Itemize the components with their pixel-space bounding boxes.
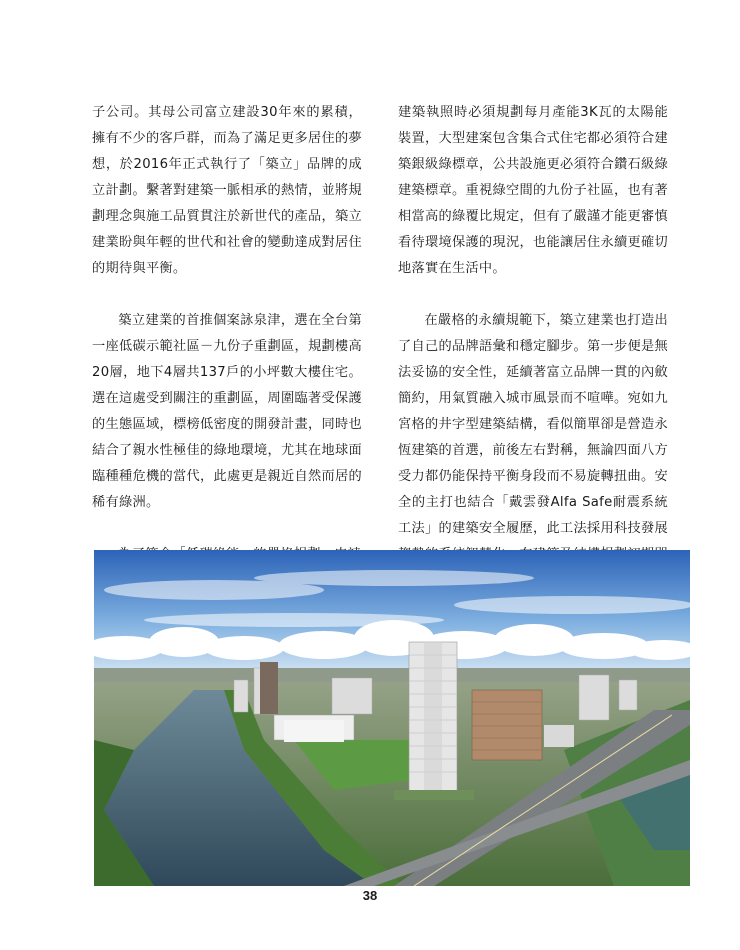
right-text-column [398, 100, 668, 594]
paragraph: 在嚴格的永續規範下，築立建業也打造出了自己的品牌語彙和穩定腳步。第一步便是無法妥協的安全性，延續著富立品牌一貫的內斂簡約，用氣質融入城市風景而不喧嘩。宛如九宮格的井字型建築結構，看似簡單卻是營造永恆建築的首選，前後左右對稱，無論四面八方受力都仍能保持平衡身段而不易旋轉扭曲。安全的主打也結合「戴雲發Alfa Safe耐震系統工法」的建築安全履歷，此工法採用科技發展 [398, 313, 668, 536]
aerial-city-photo [94, 550, 690, 886]
paragraph: 子公司。其母公司富立建設30年來的累積，擁有不少的客戶群，而為了滿足更多居住的夢想，於2016年正式執行了「築立」品牌的成立計劃。繫著對建築一脈相承的熱情，並將規劃理念與施工品質貫注於新世代的產品，築立建業盼與年輕的世代和社會的變動達成對居住的期待與平衡。 [92, 105, 362, 276]
paragraph: 建築執照時必須規劃每月產能3K瓦的太陽能裝置，大型建案包含集合式住宅都必須符合建築銀級綠標章，公共設施更必須符合鑽石級綠建築標章。重視綠空間的九份子社區，也有著相當高的綠覆比規定，但有了嚴謹才能更審慎看待環境保護的現況，也能讓居住永續更確切地落實在生活中。 [398, 105, 668, 276]
page-number: 38 [362, 888, 378, 903]
paragraph: 築立建業的首推個案詠泉津，選在全台第一座低碳示範社區－九份子重劃區，規劃樓高20層，地下4層共137戶的小坪數大樓住宅。選在這處受到關注的重劃區，周圍臨著受保護的生態區域，標榜低密度的開發計畫，同時也結合了親水性極佳的綠地環境，尤其在地球面臨種種危機的當代，此處更是親近自然而居的稀有綠洲。 [92, 313, 362, 510]
left-text-column [92, 100, 362, 594]
